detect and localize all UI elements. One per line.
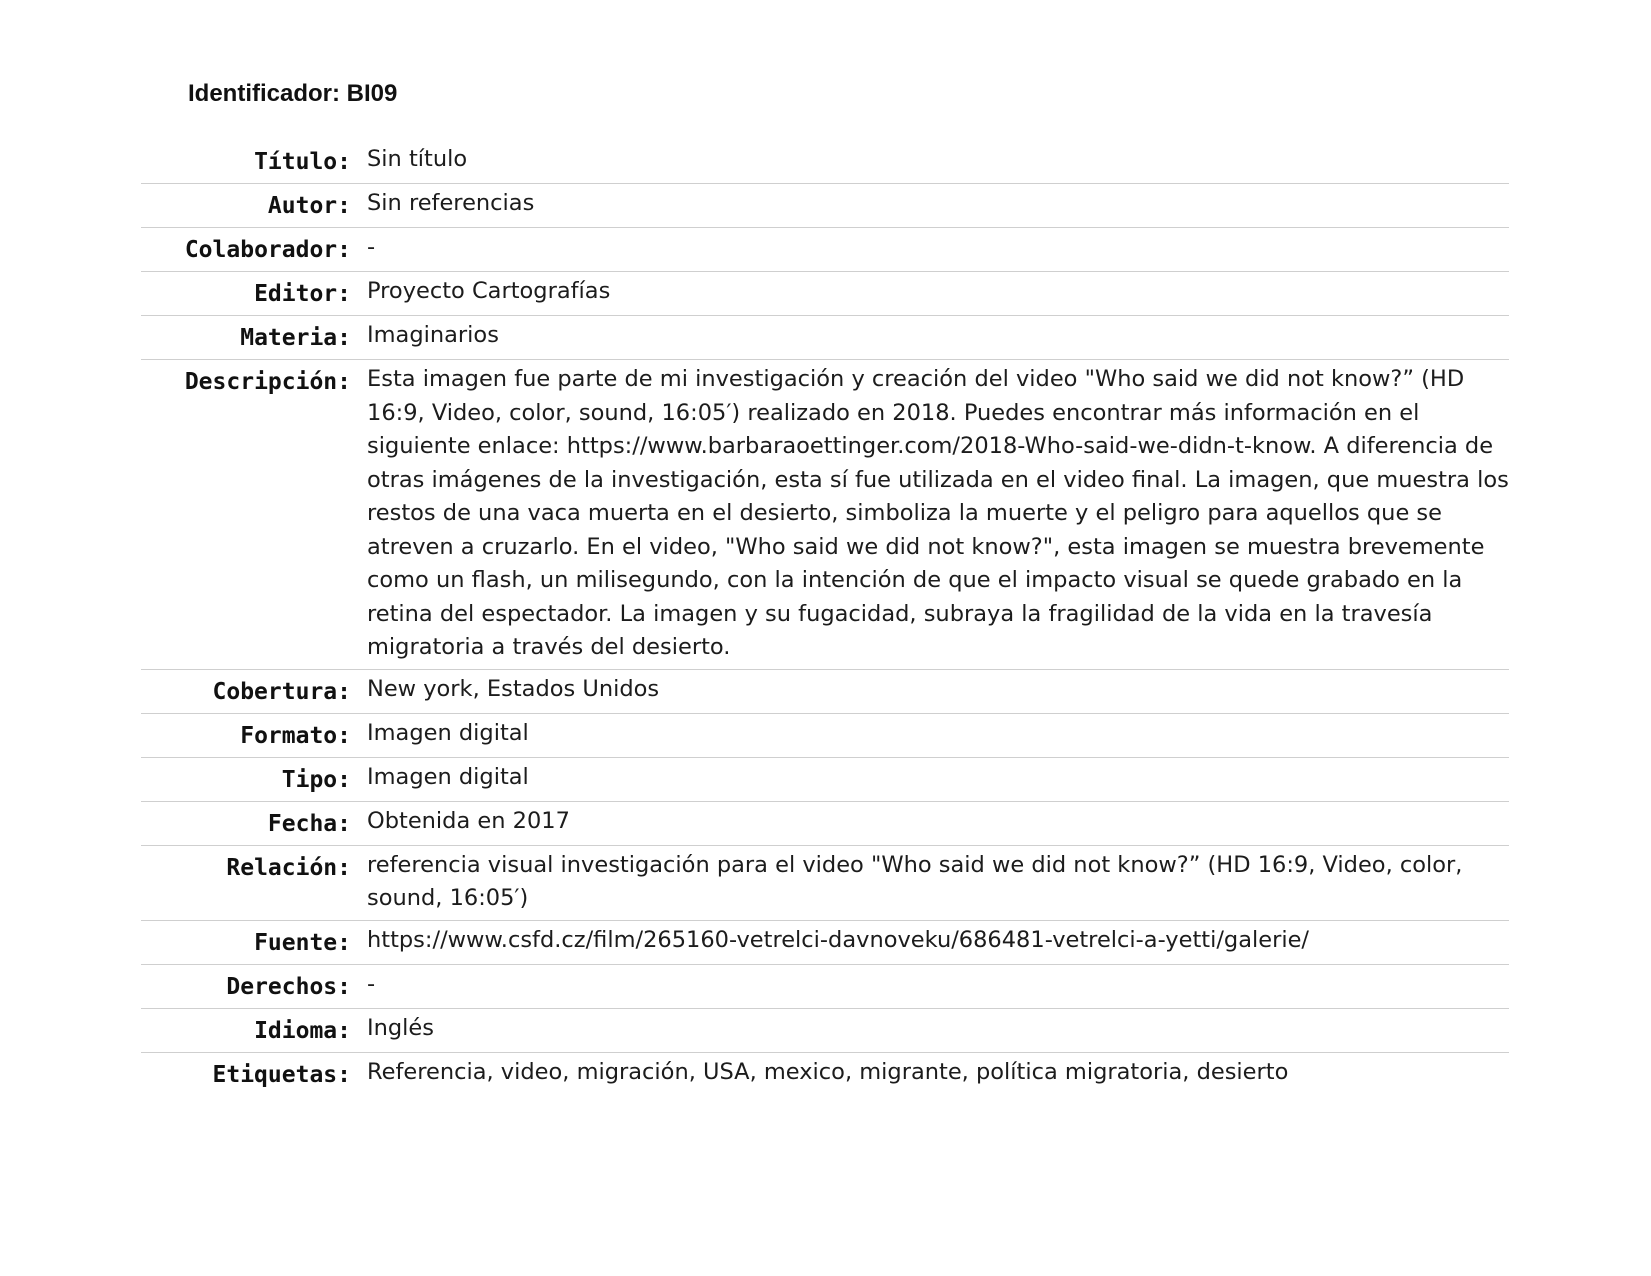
field-label: Editor: xyxy=(254,281,351,307)
field-label: Relación: xyxy=(226,854,351,881)
field-label: Descripción: xyxy=(184,369,351,395)
field-row-derechos xyxy=(141,965,1509,1009)
field-value: Sin referencias xyxy=(367,190,535,216)
field-row-titulo xyxy=(141,140,1509,184)
field-label: Título: xyxy=(254,149,351,175)
field-label: Idioma: xyxy=(254,1017,351,1044)
field-row-fecha xyxy=(141,802,1509,846)
field-row-formato xyxy=(141,714,1509,758)
field-row-editor xyxy=(141,272,1509,316)
field-value: New york, Estados Unidos xyxy=(367,675,660,702)
field-value: Imagen digital xyxy=(367,719,529,746)
field-label: Formato: xyxy=(240,722,351,749)
field-value: Inglés xyxy=(367,1014,434,1041)
field-value: - xyxy=(367,970,376,997)
field-row-colaborador xyxy=(141,228,1509,272)
field-row-fuente xyxy=(141,921,1509,965)
field-row-descripcion xyxy=(141,360,1509,670)
metadata-table xyxy=(141,140,1509,1096)
field-row-etiquetas xyxy=(141,1053,1509,1096)
field-row-idioma xyxy=(141,1009,1509,1053)
field-label: Derechos: xyxy=(226,973,351,1000)
field-value: Imaginarios xyxy=(367,322,499,348)
field-label: Materia: xyxy=(240,325,351,351)
field-row-relacion xyxy=(141,846,1509,921)
field-label: Cobertura: xyxy=(212,678,351,705)
field-row-autor xyxy=(141,184,1509,228)
field-row-materia xyxy=(141,316,1509,360)
field-label: Fecha: xyxy=(267,810,351,837)
field-label: Colaborador: xyxy=(184,237,351,263)
field-label: Tipo: xyxy=(281,766,351,793)
field-value: Proyecto Cartografías xyxy=(367,278,611,304)
field-value: Esta imagen fue parte de mi investigación y creación del video "Who said we did not know?” (HD 16:9, Video, color, sound, 16:05′) realizado en 2018. Puedes encontrar más información en el siguiente enlace: https://www.barbaraoettinger.com/2018-Who-said-we-didn-t-know. A diferencia de otras imágenes de la investigación, esta sí fue utilizada en el video final. La imagen, que muestra los restos de una vaca muerta en el desierto, simboliza la muerte y el peligro para aquellos que se atreven a cruzarlo. En el video, "Who said we did not know?", esta imagen se muestra brevemente como un flash, un milisegundo, con la intención de que el impacto visual se quede grabado en la retina del espectador. La imagen y su fugacidad, subraya la fragilidad de la vida en la travesía migratoria a través del desierto. xyxy=(367,366,1509,660)
field-value: Obtenida en 2017 xyxy=(367,807,570,834)
field-label: Etiquetas: xyxy=(212,1061,351,1088)
field-value: - xyxy=(367,234,376,260)
field-label: Autor: xyxy=(267,193,351,219)
field-row-cobertura xyxy=(141,670,1509,714)
field-value: Referencia, video, migración, USA, mexico, migrante, política migratoria, desierto xyxy=(367,1058,1289,1085)
field-value: referencia visual investigación para el video "Who said we did not know?” (HD 16:9, Video, color, sound, 16:05′) xyxy=(367,851,1463,911)
field-row-tipo xyxy=(141,758,1509,802)
field-value: Sin título xyxy=(367,146,468,172)
field-value: Imagen digital xyxy=(367,763,529,790)
record-identifier: Identificador: BI09 xyxy=(188,80,398,107)
field-value: https://www.csfd.cz/film/265160-vetrelci-davnoveku/686481-vetrelci-a-yetti/galerie/ xyxy=(367,926,1310,953)
field-label: Fuente: xyxy=(254,929,351,956)
